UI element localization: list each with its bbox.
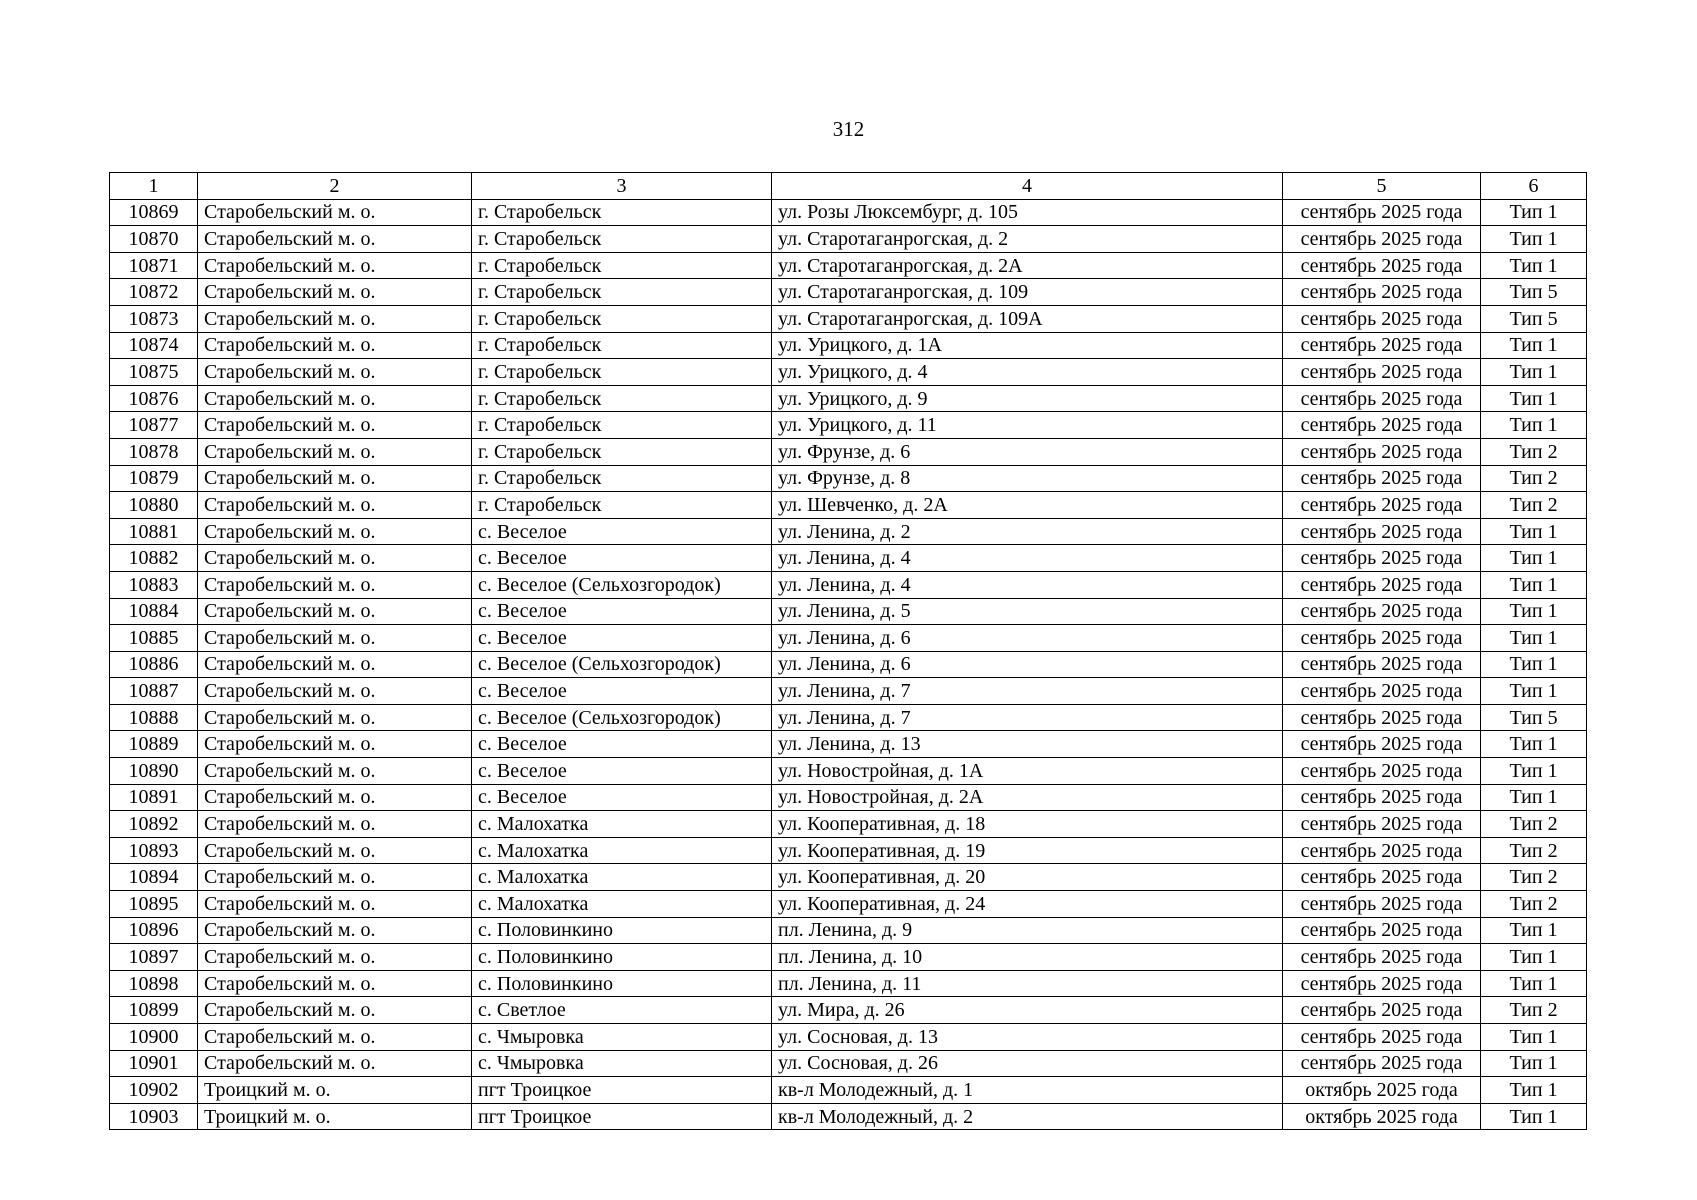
type-cell: Тип 1 (1481, 758, 1587, 785)
address-cell: ул. Кооперативная, д. 18 (772, 811, 1283, 838)
record-number-cell: 10891 (110, 784, 198, 811)
type-cell: Тип 2 (1481, 891, 1587, 918)
deadline-cell: сентябрь 2025 года (1283, 1024, 1481, 1051)
address-cell: кв-л Молодежный, д. 2 (772, 1103, 1283, 1130)
table-row (110, 704, 1587, 731)
address-cell: ул. Мира, д. 26 (772, 997, 1283, 1024)
address-cell: ул. Ленина, д. 6 (772, 625, 1283, 652)
district-cell: Старобельский м. о. (198, 704, 472, 731)
deadline-cell: сентябрь 2025 года (1283, 864, 1481, 891)
type-cell: Тип 1 (1481, 571, 1587, 598)
settlement-cell: г. Старобельск (472, 332, 772, 359)
page-number: 312 (832, 117, 865, 141)
type-cell: Тип 1 (1481, 598, 1587, 625)
settlement-cell: г. Старобельск (472, 252, 772, 279)
address-cell: ул. Урицкого, д. 11 (772, 412, 1283, 439)
deadline-cell: сентябрь 2025 года (1283, 837, 1481, 864)
record-number-cell: 10869 (110, 199, 198, 226)
deadline-cell: сентябрь 2025 года (1283, 252, 1481, 279)
record-number-cell: 10893 (110, 837, 198, 864)
table-row (110, 1024, 1587, 1051)
settlement-cell: пгт Троицкое (472, 1077, 772, 1104)
district-cell: Старобельский м. о. (198, 412, 472, 439)
settlement-cell: с. Малохатка (472, 837, 772, 864)
settlement-cell: с. Чмыровка (472, 1050, 772, 1077)
record-number-cell: 10872 (110, 279, 198, 306)
settlement-cell: с. Светлое (472, 997, 772, 1024)
deadline-cell: сентябрь 2025 года (1283, 385, 1481, 412)
column-header-1: 1 (110, 173, 198, 200)
settlement-cell: г. Старобельск (472, 305, 772, 332)
deadline-cell: сентябрь 2025 года (1283, 811, 1481, 838)
settlement-cell: с. Веселое (472, 625, 772, 652)
deadline-cell: сентябрь 2025 года (1283, 412, 1481, 439)
deadline-cell: сентябрь 2025 года (1283, 359, 1481, 386)
header-row (110, 173, 1587, 200)
table-row (110, 598, 1587, 625)
settlement-cell: пгт Троицкое (472, 1103, 772, 1130)
record-number-cell: 10885 (110, 625, 198, 652)
address-cell: ул. Урицкого, д. 9 (772, 385, 1283, 412)
district-cell: Старобельский м. о. (198, 492, 472, 519)
record-number-cell: 10899 (110, 997, 198, 1024)
record-number-cell: 10897 (110, 944, 198, 971)
district-cell: Старобельский м. о. (198, 811, 472, 838)
address-cell: ул. Ленина, д. 5 (772, 598, 1283, 625)
settlement-cell: с. Веселое (Сельхозгородок) (472, 704, 772, 731)
table-row (110, 199, 1587, 226)
deadline-cell: сентябрь 2025 года (1283, 492, 1481, 519)
district-cell: Старобельский м. о. (198, 438, 472, 465)
settlement-cell: с. Чмыровка (472, 1024, 772, 1051)
table-row (110, 359, 1587, 386)
record-number-cell: 10881 (110, 518, 198, 545)
record-number-cell: 10875 (110, 359, 198, 386)
type-cell: Тип 1 (1481, 678, 1587, 705)
record-number-cell: 10882 (110, 545, 198, 572)
table-row (110, 305, 1587, 332)
district-cell: Старобельский м. о. (198, 625, 472, 652)
address-cell: ул. Ленина, д. 4 (772, 571, 1283, 598)
table-body (110, 199, 1587, 1130)
table-row (110, 1077, 1587, 1104)
type-cell: Тип 2 (1481, 837, 1587, 864)
deadline-cell: сентябрь 2025 года (1283, 970, 1481, 997)
table-row (110, 385, 1587, 412)
type-cell: Тип 1 (1481, 784, 1587, 811)
settlement-cell: г. Старобельск (472, 385, 772, 412)
deadline-cell: сентябрь 2025 года (1283, 465, 1481, 492)
district-cell: Старобельский м. о. (198, 1024, 472, 1051)
district-cell: Старобельский м. о. (198, 651, 472, 678)
type-cell: Тип 5 (1481, 704, 1587, 731)
settlement-cell: с. Веселое (472, 784, 772, 811)
district-cell: Старобельский м. о. (198, 731, 472, 758)
record-number-cell: 10890 (110, 758, 198, 785)
settlement-cell: с. Малохатка (472, 811, 772, 838)
table-row (110, 917, 1587, 944)
record-number-cell: 10900 (110, 1024, 198, 1051)
record-number-cell: 10901 (110, 1050, 198, 1077)
settlement-cell: с. Малохатка (472, 864, 772, 891)
deadline-cell: сентябрь 2025 года (1283, 279, 1481, 306)
deadline-cell: сентябрь 2025 года (1283, 226, 1481, 253)
record-number-cell: 10887 (110, 678, 198, 705)
address-cell: ул. Фрунзе, д. 8 (772, 465, 1283, 492)
deadline-cell: октябрь 2025 года (1283, 1103, 1481, 1130)
settlement-cell: с. Половинкино (472, 944, 772, 971)
table-row (110, 864, 1587, 891)
record-number-cell: 10876 (110, 385, 198, 412)
address-cell: ул. Ленина, д. 6 (772, 651, 1283, 678)
deadline-cell: сентябрь 2025 года (1283, 704, 1481, 731)
district-cell: Старобельский м. о. (198, 1050, 472, 1077)
deadline-cell: сентябрь 2025 года (1283, 651, 1481, 678)
table-row (110, 625, 1587, 652)
type-cell: Тип 5 (1481, 305, 1587, 332)
settlement-cell: г. Старобельск (472, 359, 772, 386)
type-cell: Тип 1 (1481, 651, 1587, 678)
column-header-3: 3 (472, 173, 772, 200)
deadline-cell: сентябрь 2025 года (1283, 917, 1481, 944)
district-cell: Старобельский м. о. (198, 678, 472, 705)
deadline-cell: сентябрь 2025 года (1283, 305, 1481, 332)
deadline-cell: сентябрь 2025 года (1283, 332, 1481, 359)
district-cell: Старобельский м. о. (198, 864, 472, 891)
address-cell: кв-л Молодежный, д. 1 (772, 1077, 1283, 1104)
type-cell: Тип 1 (1481, 1103, 1587, 1130)
type-cell: Тип 1 (1481, 359, 1587, 386)
table-row (110, 412, 1587, 439)
record-number-cell: 10894 (110, 864, 198, 891)
settlement-cell: г. Старобельск (472, 199, 772, 226)
type-cell: Тип 1 (1481, 625, 1587, 652)
table-row (110, 944, 1587, 971)
record-number-cell: 10884 (110, 598, 198, 625)
table-header (110, 173, 1587, 200)
district-cell: Старобельский м. о. (198, 359, 472, 386)
deadline-cell: сентябрь 2025 года (1283, 678, 1481, 705)
deadline-cell: сентябрь 2025 года (1283, 784, 1481, 811)
address-cell: ул. Кооперативная, д. 19 (772, 837, 1283, 864)
deadline-cell: сентябрь 2025 года (1283, 625, 1481, 652)
record-number-cell: 10874 (110, 332, 198, 359)
deadline-cell: сентябрь 2025 года (1283, 545, 1481, 572)
district-cell: Старобельский м. о. (198, 332, 472, 359)
table-row (110, 279, 1587, 306)
type-cell: Тип 2 (1481, 811, 1587, 838)
address-cell: пл. Ленина, д. 9 (772, 917, 1283, 944)
column-header-5: 5 (1283, 173, 1481, 200)
settlement-cell: г. Старобельск (472, 226, 772, 253)
table-row (110, 811, 1587, 838)
type-cell: Тип 1 (1481, 199, 1587, 226)
type-cell: Тип 1 (1481, 970, 1587, 997)
district-cell: Старобельский м. о. (198, 997, 472, 1024)
deadline-cell: сентябрь 2025 года (1283, 1050, 1481, 1077)
address-cell: ул. Кооперативная, д. 24 (772, 891, 1283, 918)
settlement-cell: г. Старобельск (472, 279, 772, 306)
settlement-cell: г. Старобельск (472, 465, 772, 492)
district-cell: Старобельский м. о. (198, 837, 472, 864)
table-row (110, 784, 1587, 811)
type-cell: Тип 1 (1481, 917, 1587, 944)
table-row (110, 758, 1587, 785)
address-cell: ул. Урицкого, д. 4 (772, 359, 1283, 386)
record-number-cell: 10895 (110, 891, 198, 918)
settlement-cell: с. Веселое (472, 758, 772, 785)
table-row (110, 997, 1587, 1024)
record-number-cell: 10886 (110, 651, 198, 678)
type-cell: Тип 2 (1481, 438, 1587, 465)
district-cell: Старобельский м. о. (198, 465, 472, 492)
type-cell: Тип 5 (1481, 279, 1587, 306)
type-cell: Тип 2 (1481, 492, 1587, 519)
deadline-cell: октябрь 2025 года (1283, 1077, 1481, 1104)
district-cell: Старобельский м. о. (198, 305, 472, 332)
deadline-cell: сентябрь 2025 года (1283, 518, 1481, 545)
table-row (110, 571, 1587, 598)
type-cell: Тип 1 (1481, 1050, 1587, 1077)
table-row (110, 970, 1587, 997)
settlement-cell: с. Веселое (Сельхозгородок) (472, 571, 772, 598)
settlement-cell: г. Старобельск (472, 412, 772, 439)
type-cell: Тип 2 (1481, 465, 1587, 492)
column-header-4: 4 (772, 173, 1283, 200)
record-number-cell: 10902 (110, 1077, 198, 1104)
deadline-cell: сентябрь 2025 года (1283, 944, 1481, 971)
address-cell: пл. Ленина, д. 11 (772, 970, 1283, 997)
record-number-cell: 10879 (110, 465, 198, 492)
record-number-cell: 10903 (110, 1103, 198, 1130)
district-cell: Старобельский м. о. (198, 385, 472, 412)
table-row (110, 891, 1587, 918)
district-cell: Старобельский м. о. (198, 970, 472, 997)
column-header-2: 2 (198, 173, 472, 200)
district-cell: Троицкий м. о. (198, 1103, 472, 1130)
type-cell: Тип 2 (1481, 997, 1587, 1024)
address-cell: пл. Ленина, д. 10 (772, 944, 1283, 971)
type-cell: Тип 1 (1481, 252, 1587, 279)
deadline-cell: сентябрь 2025 года (1283, 598, 1481, 625)
deadline-cell: сентябрь 2025 года (1283, 438, 1481, 465)
type-cell: Тип 1 (1481, 1024, 1587, 1051)
table-row (110, 518, 1587, 545)
settlement-cell: с. Веселое (472, 518, 772, 545)
type-cell: Тип 1 (1481, 226, 1587, 253)
settlement-cell: с. Веселое (472, 598, 772, 625)
settlement-cell: с. Малохатка (472, 891, 772, 918)
record-number-cell: 10898 (110, 970, 198, 997)
record-number-cell: 10883 (110, 571, 198, 598)
district-cell: Старобельский м. о. (198, 252, 472, 279)
address-cell: ул. Ленина, д. 4 (772, 545, 1283, 572)
district-cell: Старобельский м. о. (198, 545, 472, 572)
type-cell: Тип 1 (1481, 518, 1587, 545)
record-number-cell: 10892 (110, 811, 198, 838)
table-row (110, 332, 1587, 359)
record-number-cell: 10871 (110, 252, 198, 279)
district-cell: Старобельский м. о. (198, 226, 472, 253)
district-cell: Старобельский м. о. (198, 279, 472, 306)
address-cell: ул. Розы Люксембург, д. 105 (772, 199, 1283, 226)
type-cell: Тип 1 (1481, 545, 1587, 572)
record-number-cell: 10889 (110, 731, 198, 758)
address-cell: ул. Ленина, д. 7 (772, 704, 1283, 731)
record-number-cell: 10888 (110, 704, 198, 731)
settlement-cell: с. Половинкино (472, 970, 772, 997)
settlement-cell: с. Половинкино (472, 917, 772, 944)
table-row (110, 651, 1587, 678)
deadline-cell: сентябрь 2025 года (1283, 571, 1481, 598)
address-cell: ул. Ленина, д. 7 (772, 678, 1283, 705)
table-row (110, 837, 1587, 864)
type-cell: Тип 1 (1481, 385, 1587, 412)
deadline-cell: сентябрь 2025 года (1283, 891, 1481, 918)
record-number-cell: 10873 (110, 305, 198, 332)
type-cell: Тип 1 (1481, 1077, 1587, 1104)
district-cell: Старобельский м. о. (198, 518, 472, 545)
deadline-cell: сентябрь 2025 года (1283, 997, 1481, 1024)
district-cell: Старобельский м. о. (198, 784, 472, 811)
table-row (110, 678, 1587, 705)
record-number-cell: 10870 (110, 226, 198, 253)
table-row (110, 1103, 1587, 1130)
district-cell: Старобельский м. о. (198, 758, 472, 785)
type-cell: Тип 2 (1481, 864, 1587, 891)
type-cell: Тип 1 (1481, 332, 1587, 359)
deadline-cell: сентябрь 2025 года (1283, 758, 1481, 785)
address-cell: ул. Фрунзе, д. 6 (772, 438, 1283, 465)
table-row (110, 252, 1587, 279)
settlement-cell: с. Веселое (Сельхозгородок) (472, 651, 772, 678)
address-cell: ул. Ленина, д. 13 (772, 731, 1283, 758)
settlement-cell: г. Старобельск (472, 492, 772, 519)
district-cell: Старобельский м. о. (198, 571, 472, 598)
address-cell: ул. Ленина, д. 2 (772, 518, 1283, 545)
address-cell: ул. Новостройная, д. 2А (772, 784, 1283, 811)
deadline-cell: сентябрь 2025 года (1283, 731, 1481, 758)
table-row (110, 226, 1587, 253)
address-cell: ул. Старотаганрогская, д. 2 (772, 226, 1283, 253)
column-header-6: 6 (1481, 173, 1587, 200)
district-cell: Старобельский м. о. (198, 944, 472, 971)
record-number-cell: 10880 (110, 492, 198, 519)
record-number-cell: 10877 (110, 412, 198, 439)
district-cell: Старобельский м. о. (198, 917, 472, 944)
district-cell: Старобельский м. о. (198, 598, 472, 625)
district-cell: Троицкий м. о. (198, 1077, 472, 1104)
address-cell: ул. Шевченко, д. 2А (772, 492, 1283, 519)
settlement-cell: с. Веселое (472, 545, 772, 572)
address-cell: ул. Сосновая, д. 13 (772, 1024, 1283, 1051)
table-row (110, 465, 1587, 492)
settlement-cell: г. Старобельск (472, 438, 772, 465)
table-row (110, 1050, 1587, 1077)
registry-table (109, 172, 1587, 1130)
address-cell: ул. Старотаганрогская, д. 109 (772, 279, 1283, 306)
record-number-cell: 10896 (110, 917, 198, 944)
record-number-cell: 10878 (110, 438, 198, 465)
address-cell: ул. Новостройная, д. 1А (772, 758, 1283, 785)
table-row (110, 545, 1587, 572)
address-cell: ул. Урицкого, д. 1А (772, 332, 1283, 359)
type-cell: Тип 1 (1481, 412, 1587, 439)
address-cell: ул. Старотаганрогская, д. 109А (772, 305, 1283, 332)
address-cell: ул. Сосновая, д. 26 (772, 1050, 1283, 1077)
settlement-cell: с. Веселое (472, 678, 772, 705)
deadline-cell: сентябрь 2025 года (1283, 199, 1481, 226)
type-cell: Тип 1 (1481, 944, 1587, 971)
address-cell: ул. Старотаганрогская, д. 2А (772, 252, 1283, 279)
address-cell: ул. Кооперативная, д. 20 (772, 864, 1283, 891)
district-cell: Старобельский м. о. (198, 891, 472, 918)
table-row (110, 438, 1587, 465)
type-cell: Тип 1 (1481, 731, 1587, 758)
table-row (110, 731, 1587, 758)
table-row (110, 492, 1587, 519)
settlement-cell: с. Веселое (472, 731, 772, 758)
district-cell: Старобельский м. о. (198, 199, 472, 226)
